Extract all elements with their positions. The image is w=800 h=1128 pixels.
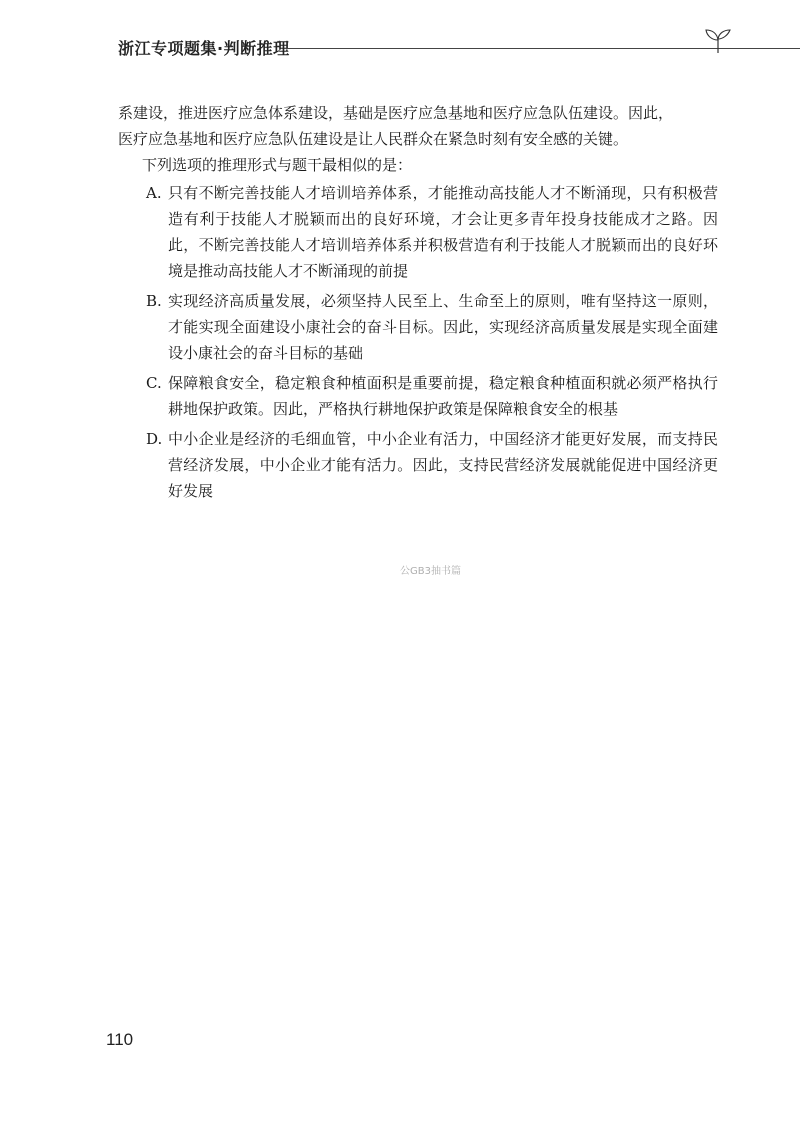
option-text: 实现经济高质量发展，必须坚持人民至上、生命至上的原则，唯有坚持这一原则，才能实现全面建设小康社会的奋斗目标。因此，实现经济高质量发展是实现全面建设小康社会的奋斗目标的基础	[168, 292, 718, 362]
running-header-title: 浙江专项题集·判断推理	[118, 39, 290, 58]
page-content	[118, 100, 718, 508]
option-c	[118, 370, 718, 422]
option-list	[118, 180, 718, 504]
page-number: 110	[106, 1030, 134, 1049]
intro-line-2: 医疗应急基地和医疗应急队伍建设是让人民群众在紧急时刻有安全感的关键。	[118, 130, 629, 148]
option-b	[118, 288, 718, 366]
running-header	[118, 34, 738, 64]
option-text: 只有不断完善技能人才培训培养体系，才能推动高技能人才不断涌现，只有积极营造有利于技能人才脱颖而出的良好环境，才会让更多青年投身技能成才之路。因此，不断完善技能人才培训培养体系并积极营造有利于技能人才脱颖而出的良好环境是推动高技能人才不断涌现的前提	[168, 184, 718, 280]
option-letter: A.	[146, 184, 162, 202]
option-text: 中小企业是经济的毛细血管，中小企业有活力，中国经济才能更好发展，而支持民营经济发展，中小企业才能有活力。因此，支持民营经济发展就能促进中国经济更好发展	[168, 430, 718, 500]
option-text: 保障粮食安全，稳定粮食种植面积是重要前提，稳定粮食种植面积就必须严格执行耕地保护政策。因此，严格执行耕地保护政策是保障粮食安全的根基	[168, 374, 718, 418]
option-letter: C.	[146, 374, 162, 392]
option-letter: D.	[146, 430, 163, 448]
option-letter: B.	[146, 292, 162, 310]
question-text: 下列选项的推理形式与题干最相似的是：	[142, 156, 413, 174]
intro-line-1: 系建设，推进医疗应急体系建设，基础是医疗应急基地和医疗应急队伍建设。因此，	[118, 104, 674, 122]
option-a	[118, 180, 718, 284]
question-stem	[120, 152, 718, 178]
scan-stamp: 公GB3抽书篇	[400, 566, 461, 577]
option-d	[118, 426, 718, 504]
sprout-icon	[702, 28, 734, 54]
